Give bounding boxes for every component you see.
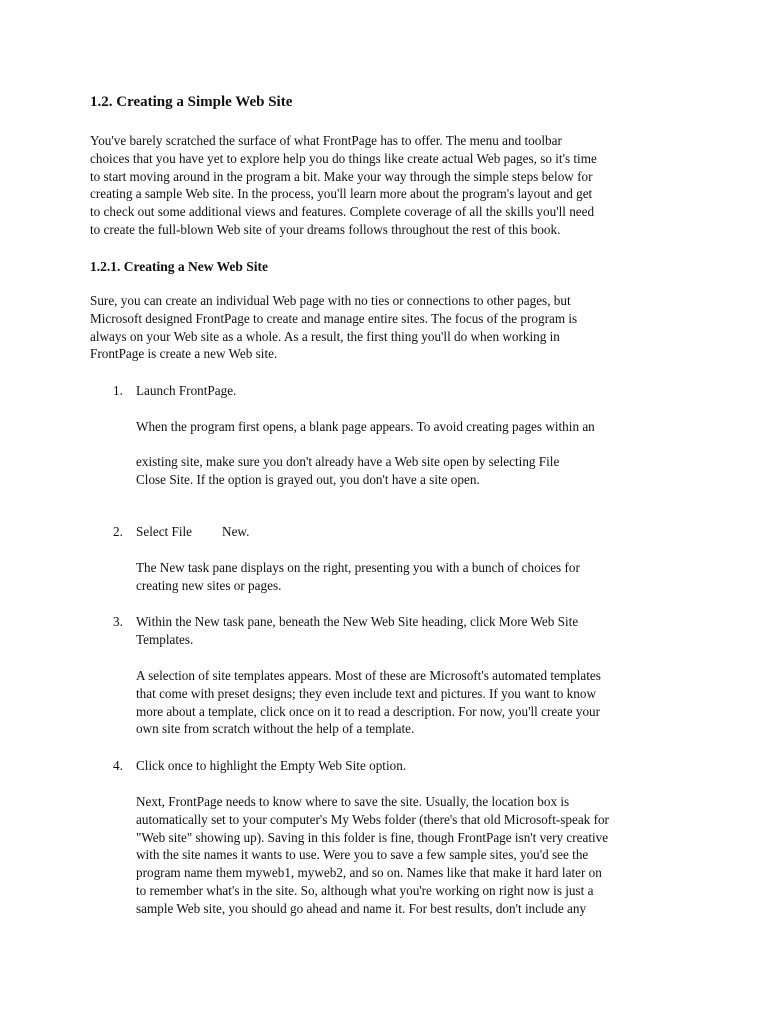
text-line: Templates.: [136, 631, 194, 647]
text-line: You've barely scratched the surface of what FrontPage has to offer. The menu and toolbar: [90, 133, 562, 148]
text-line: automatically set to your computer's My Webs folder (there's that old Microsoft-speak for: [136, 811, 609, 827]
text-line: A selection of site templates appears. Most of these are Microsoft's automated templates: [136, 668, 601, 683]
text-line: sample Web site, you should go ahead and name it. For best results, don't include any: [136, 900, 587, 916]
step-action: [136, 757, 406, 775]
step-number: 4.: [113, 758, 123, 773]
text-line: Close Site. If the option is grayed out, you don't have a site open.: [136, 471, 480, 487]
text-line: Sure, you can create an individual Web page with no ties or connections to other pages, but: [90, 293, 571, 308]
step-number: 3.: [113, 614, 123, 629]
text-line: always on your Web site as a whole. As a result, the first thing you'll do when working in: [90, 328, 560, 344]
text-line: program name them myweb1, myweb2, and so on. Names like that make it hard later on: [136, 865, 602, 881]
intro-paragraph: [90, 132, 597, 239]
text-line: that come with preset designs; they even include text and pictures. If you want to know: [136, 685, 596, 701]
step-action: [136, 382, 236, 400]
step-detail-continued: [136, 453, 559, 489]
text-line: When the program first opens, a blank page appears. To avoid creating pages within an: [136, 419, 595, 434]
step-action: [136, 523, 249, 541]
text-line: creating a sample Web site. In the process, you'll learn more about the program's layout and get: [90, 186, 593, 202]
text-line: The New task pane displays on the right, presenting you with a bunch of choices for: [136, 560, 580, 575]
text-line: more about a template, click once on it to read a description. For now, you'll create your: [136, 703, 601, 719]
subsection-heading: 1.2.1. Creating a New Web Site: [90, 259, 268, 274]
text-line: existing site, make sure you don't already have a Web site open by selecting File: [136, 454, 560, 469]
text-line: choices that you have yet to explore help you do things like create actual Web pages, so it's time: [90, 150, 597, 166]
menu-path-file: Select File: [136, 524, 193, 539]
subsection-intro-paragraph: [90, 292, 577, 363]
text-line: "Web site" showing up). Saving in this folder is fine, though FrontPage isn't very creative: [136, 829, 609, 845]
text-line: with the site names it wants to use. Were you to save a few sample sites, you'd see the: [136, 847, 589, 863]
text-line: creating new sites or pages.: [136, 577, 282, 593]
text-line: Within the New task pane, beneath the New Web Site heading, click More Web Site: [136, 614, 579, 629]
step-detail: [136, 793, 609, 918]
step-detail: [136, 559, 580, 595]
text-line: Click once to highlight the Empty Web Site option.: [136, 758, 407, 773]
step-detail: [136, 667, 601, 738]
step-detail: [136, 418, 595, 436]
text-line: to create the full-blown Web site of your dreams follows throughout the rest of this book.: [90, 221, 561, 237]
text-line: Microsoft designed FrontPage to create and manage entire sites. The focus of the program is: [90, 310, 578, 326]
text-line: Next, FrontPage needs to know where to save the site. Usually, the location box is: [136, 794, 570, 809]
step-number: 1.: [113, 383, 123, 398]
text-line: Launch FrontPage.: [136, 383, 237, 398]
text-line: FrontPage is create a new Web site.: [90, 346, 278, 362]
text-line: to remember what's in the site. So, although what you're working on right now is just a: [136, 882, 594, 898]
menu-path-new: New.: [222, 524, 250, 539]
section-heading: 1.2. Creating a Simple Web Site: [90, 94, 293, 110]
step-number: 2.: [113, 524, 123, 539]
text-line: to start moving around in the program a bit. Make your way through the simple steps below for: [90, 168, 593, 184]
text-line: own site from scratch without the help of a template.: [136, 721, 415, 737]
step-action: [136, 613, 578, 649]
text-line: to check out some additional views and features. Complete coverage of all the skills you'll need: [90, 204, 595, 220]
